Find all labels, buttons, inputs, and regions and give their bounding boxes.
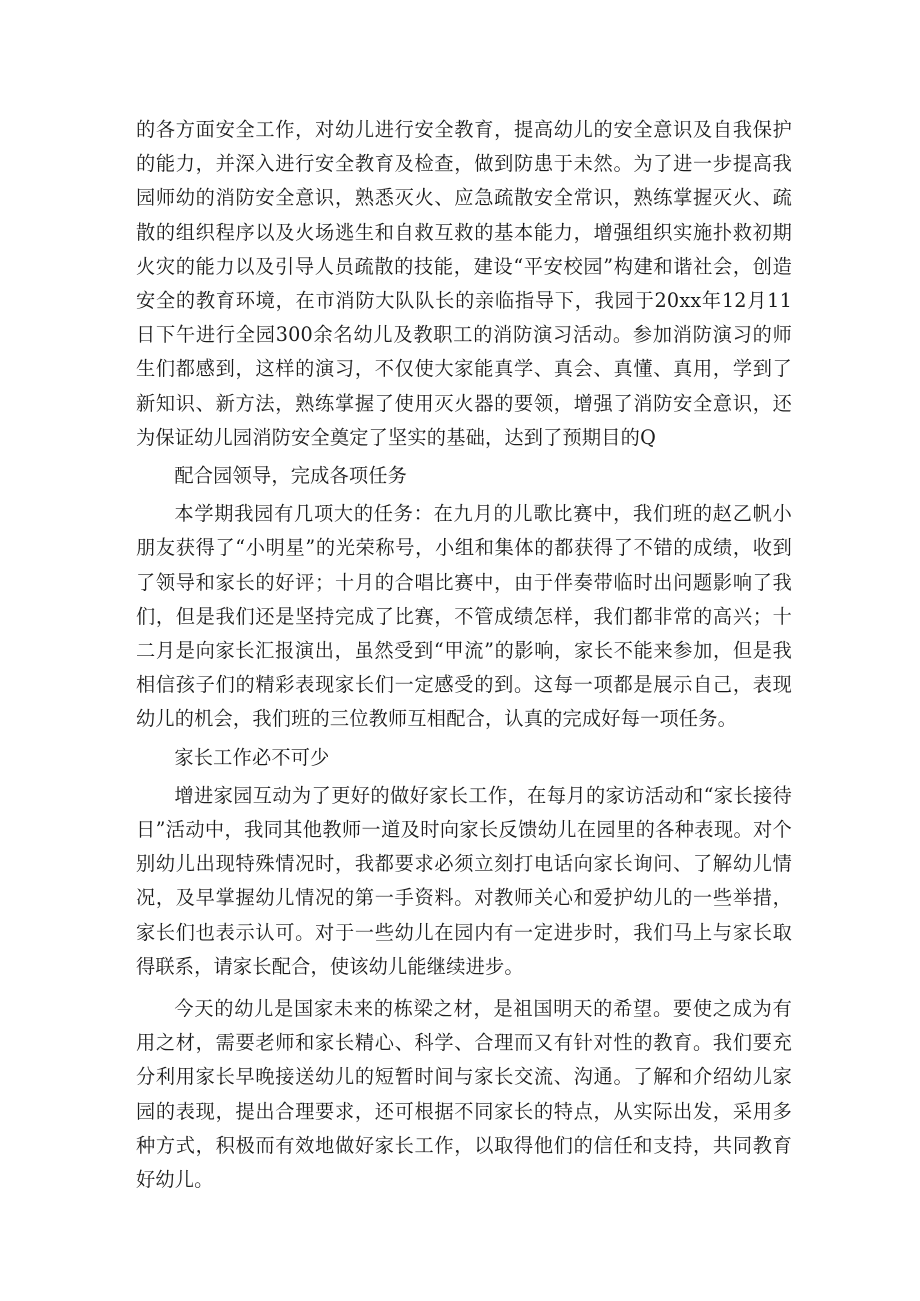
section-heading-parents: 家长工作必不可少 [174,745,330,769]
paragraph-parent-work: 增进家园互动为了更好的做好家长工作，在每月的家访活动和“家长接待日”活动中，我同其他教师一道及时向家长反馈幼儿在园里的各种表现。对个别幼儿出现特殊情况时，我都要求必须立刻打电话向家长询问、了解幼儿情况，及早掌握幼儿情况的第一手资料。对教师关心和爱护幼儿的一些举措，家长们也表示认可。对于一些幼儿在园内有一定进步时，我们马上与家长取得联系，请家长配合，使该幼儿能继续进步。 [136,783,792,978]
paragraph-tasks: 本学期我园有几项大的任务：在九月的儿歌比赛中，我们班的赵乙帆小朋友获得了“小明星”的光荣称号，小组和集体的都获得了不错的成绩，收到了领导和家长的好评；十月的合唱比赛中，由于伴奏带临时出问题影响了我们，但是我们还是坚持完成了比赛，不管成绩怎样，我们都非常的高兴；十二月是向家长汇报演出，虽然受到“甲流”的影响，家长不能来参加，但是我相信孩子们的精彩表现家长们一定感受的到。这每一项都是展示自己，表现幼儿的机会，我们班的三位教师互相配合，认真的完成好每一项任务。 [136,502,792,731]
paragraph-children-future: 今天的幼儿是国家未来的栋梁之材，是祖国明天的希望。要使之成为有用之材，需要老师和家长精心、科学、合理而又有针对性的教育。我们要充分利用家长早晚接送幼儿的短暂时间与家长交流、沟通。了解和介绍幼儿家园的表现，提出合理要求，还可根据不同家长的特点，从实际出发，采用多种方式，积极而有效地做好家长工作，以取得他们的信任和支持，共同教育好幼儿。 [136,997,792,1192]
paragraph-fire-drill: 的各方面安全工作，对幼儿进行安全教育，提高幼儿的安全意识及自我保护的能力，并深入进行安全教育及检查，做到防患于未然。为了进一步提高我园师幼的消防安全意识，熟悉灭火、应急疏散安全常识，熟练掌握灭火、疏散的组织程序以及火场逃生和自救互救的基本能力，增强组织实施扑救初期火灾的能力以及引导人员疏散的技能，建设“平安校园”构建和谐社会，创造安全的教育环境，在市消防大队队长的亲临指导下，我园于20xx年12月11日下午进行全园300余名幼儿及教职工的消防演习活动。参加消防演习的师生们都感到，这样的演习，不仅使大家能真学、真会、真懂、真用，学到了新知识、新方法，熟练掌握了使用灭火器的要领，增强了消防安全意识，还为保证幼儿园消防安全奠定了坚实的基础，达到了预期目的Q [136,118,792,449]
section-heading-tasks: 配合园领导，完成各项任务 [174,464,408,488]
document-body [136,113,792,1197]
